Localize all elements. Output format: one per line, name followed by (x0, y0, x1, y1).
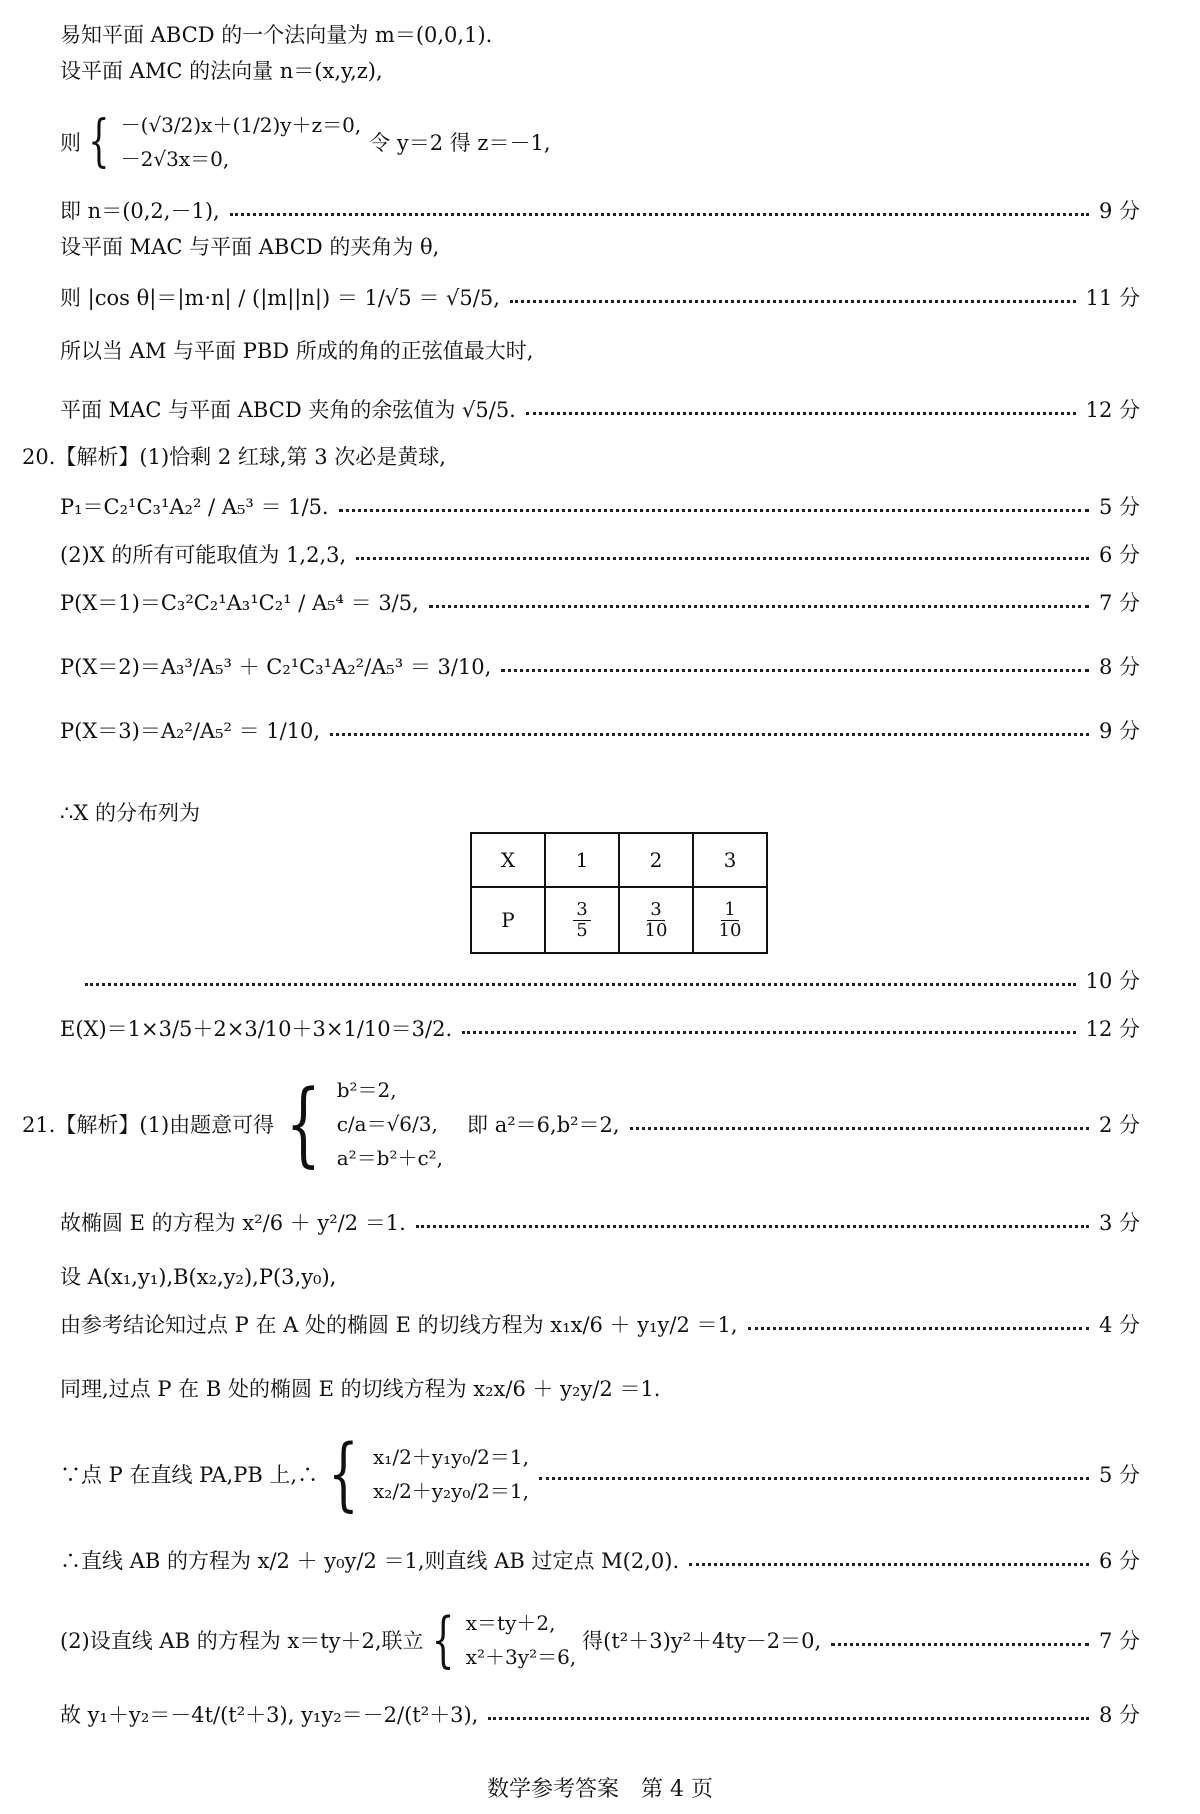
score-label: 8 分 (1098, 1703, 1140, 1727)
table-cell (693, 887, 767, 953)
dot-leader (748, 1327, 1089, 1330)
score-label: 5 分 (1098, 1463, 1140, 1487)
text-line (60, 1362, 1140, 1414)
scored-line (60, 1424, 1140, 1524)
line-text: P(X＝3)＝A₂²/A₅² ＝ 1/10, (60, 719, 321, 743)
line-text: 20.【解析】(1)恰剩 2 红球,第 3 次必是黄球, (22, 445, 446, 469)
scored-line (60, 1002, 1140, 1054)
line-text: 所以当 AM 与平面 PBD 所成的角的正弦值最大时, (60, 339, 534, 363)
scored-line (60, 1686, 1140, 1742)
scored-line (60, 534, 1140, 574)
dot-leader (416, 1225, 1089, 1228)
line-text: P(X＝1)＝C₃²C₂¹A₃¹C₂¹ / A₅⁴ ＝ 3/5, (60, 591, 419, 615)
dot-leader (526, 412, 1076, 415)
scored-line (60, 272, 1140, 322)
page-footer: 数学参考答案 第 4 页 (487, 1777, 713, 1802)
line-text: 易知平面 ABCD 的一个法向量为 m＝(0,0,1). (60, 23, 493, 47)
score-label: 7 分 (1098, 1629, 1140, 1653)
score-label: 12 分 (1085, 1017, 1140, 1041)
score-label: 3 分 (1098, 1211, 1140, 1235)
score-label: 4 分 (1098, 1313, 1140, 1337)
score-label: 8 分 (1098, 655, 1140, 679)
scored-line (60, 574, 1140, 630)
scored-line (60, 960, 1140, 1000)
fraction: $\frac{3}{10}$ (644, 898, 668, 941)
equation-system: x＝ty＋2, x²＋3y²＝6, (465, 1611, 577, 1669)
dot-leader (539, 1477, 1089, 1480)
line-text: 平面 MAC 与平面 ABCD 夹角的余弦值为 √5/5. (60, 398, 516, 422)
table-header-cell: 2 (619, 833, 693, 887)
equation-system-line: 则 { －(√3/2)x＋(1/2)y＋z＝0, －2√3x＝0, 令 y＝2 得 z＝－1, (60, 109, 551, 174)
dot-leader (488, 1717, 1089, 1720)
fraction: $\frac{3}{5}$ (573, 900, 590, 941)
scored-line (60, 1298, 1140, 1350)
dot-leader (356, 557, 1089, 560)
score-label: 6 分 (1098, 1549, 1140, 1573)
scored-line (22, 1062, 1140, 1186)
text-line (60, 1256, 1140, 1296)
score-label: 7 分 (1098, 591, 1140, 615)
dot-leader (330, 733, 1089, 736)
score-label: 9 分 (1098, 199, 1140, 223)
equation-system: x₁/2＋y₁y₀/2＝1, x₂/2＋y₂y₀/2＝1, (373, 1445, 529, 1503)
line-text: 故 y₁＋y₂＝－4t/(t²＋3), y₁y₂＝－2/(t²＋3), (60, 1703, 479, 1727)
score-label: 11 分 (1085, 286, 1140, 310)
scored-line (60, 1196, 1140, 1248)
dot-leader (462, 1031, 1075, 1034)
table-header-cell: X (471, 833, 545, 887)
line-text: 设平面 MAC 与平面 ABCD 的夹角为 θ, (60, 235, 440, 259)
problem-20-heading (22, 436, 1140, 476)
text-line (60, 792, 1140, 832)
scored-line (60, 702, 1140, 758)
line-text: 由参考结论知过点 P 在 A 处的椭圆 E 的切线方程为 x₁x/6 ＋ y₁y/2 ＝1, (60, 1313, 738, 1337)
score-label: 2 分 (1098, 1113, 1140, 1137)
table-row (471, 833, 767, 887)
dot-leader (85, 983, 1076, 986)
dot-leader (510, 300, 1076, 303)
scored-line (60, 384, 1140, 434)
table-cell (619, 887, 693, 953)
line-text: 即 a²＝6,b²＝2, (467, 1113, 620, 1137)
score-label: 9 分 (1098, 719, 1140, 743)
line-text: 得(t²＋3)y²＋4ty－2＝0, (582, 1629, 822, 1653)
distribution-table (470, 832, 768, 954)
scored-line (60, 478, 1140, 534)
score-label: 6 分 (1098, 543, 1140, 567)
text-line (60, 14, 1140, 54)
score-label: 5 分 (1098, 495, 1140, 519)
scored-line (60, 1534, 1140, 1586)
line-text: P(X＝2)＝A₃³/A₅³ ＋ C₂¹C₃¹A₂²/A₅³ ＝ 3/10, (60, 655, 492, 679)
line-text: 即 n＝(0,2,－1), (60, 199, 220, 223)
dot-leader (630, 1127, 1089, 1130)
dot-leader (230, 213, 1089, 216)
fraction: $\frac{1}{10}$ (718, 898, 742, 941)
line-text: ∴直线 AB 的方程为 x/2 ＋ y₀y/2 ＝1,则直线 AB 过定点 M(2,0). (60, 1549, 680, 1573)
left-brace: { (88, 109, 110, 174)
line-text: (2)X 的所有可能取值为 1,2,3, (60, 543, 347, 567)
table-header-cell: 1 (545, 833, 619, 887)
line-text: ∴X 的分布列为 (60, 801, 200, 825)
left-brace: { (431, 1605, 455, 1675)
line-text: 则 |cos θ|＝|m·n| / (|m||n|) ＝ 1/√5 ＝ √5/5, (60, 286, 500, 310)
score-label: 10 分 (1085, 969, 1140, 993)
dot-leader (339, 509, 1089, 512)
line-text: 同理,过点 P 在 B 处的椭圆 E 的切线方程为 x₂x/6 ＋ y₂y/2 ＝1. (60, 1377, 661, 1401)
text-line (60, 330, 1140, 370)
line-text: P₁＝C₂¹C₃¹A₂² / A₅³ ＝ 1/5. (60, 495, 329, 519)
line-text: (2)设直线 AB 的方程为 x＝ty＋2,联立 (60, 1629, 424, 1653)
line-text: 设 A(x₁,y₁),B(x₂,y₂),P(3,y₀), (60, 1265, 337, 1289)
line-text: E(X)＝1×3/5＋2×3/10＋3×1/10＝3/2. (60, 1017, 453, 1041)
text-line (60, 226, 1140, 266)
line-text: 设平面 AMC 的法向量 n＝(x,y,z), (60, 59, 383, 83)
left-brace: { (328, 1427, 359, 1520)
text-line (60, 50, 1140, 90)
table-row (471, 887, 767, 953)
table-cell (545, 887, 619, 953)
equation-system: －(√3/2)x＋(1/2)y＋z＝0, －2√3x＝0, (120, 113, 362, 171)
line-text: ∵点 P 在直线 PA,PB 上,∴ (60, 1463, 319, 1487)
scored-line (60, 1604, 1140, 1676)
equation-system: b²＝2, c/a＝√6/3, a²＝b²＋c², (336, 1078, 444, 1170)
scored-line (60, 638, 1140, 694)
line-text: 令 y＝2 得 z＝－1, (369, 131, 551, 155)
table-header-cell: 3 (693, 833, 767, 887)
line-text: 21.【解析】(1)由题意可得 (22, 1113, 275, 1137)
dot-leader (429, 605, 1089, 608)
table-row-label: P (471, 887, 545, 953)
score-label: 12 分 (1085, 398, 1140, 422)
dot-leader (689, 1563, 1089, 1566)
line-text: 故椭圆 E 的方程为 x²/6 ＋ y²/2 ＝1. (60, 1211, 406, 1235)
dot-leader (501, 669, 1089, 672)
left-brace: { (285, 1070, 321, 1177)
dot-leader (831, 1643, 1089, 1646)
scored-line (60, 190, 1140, 230)
